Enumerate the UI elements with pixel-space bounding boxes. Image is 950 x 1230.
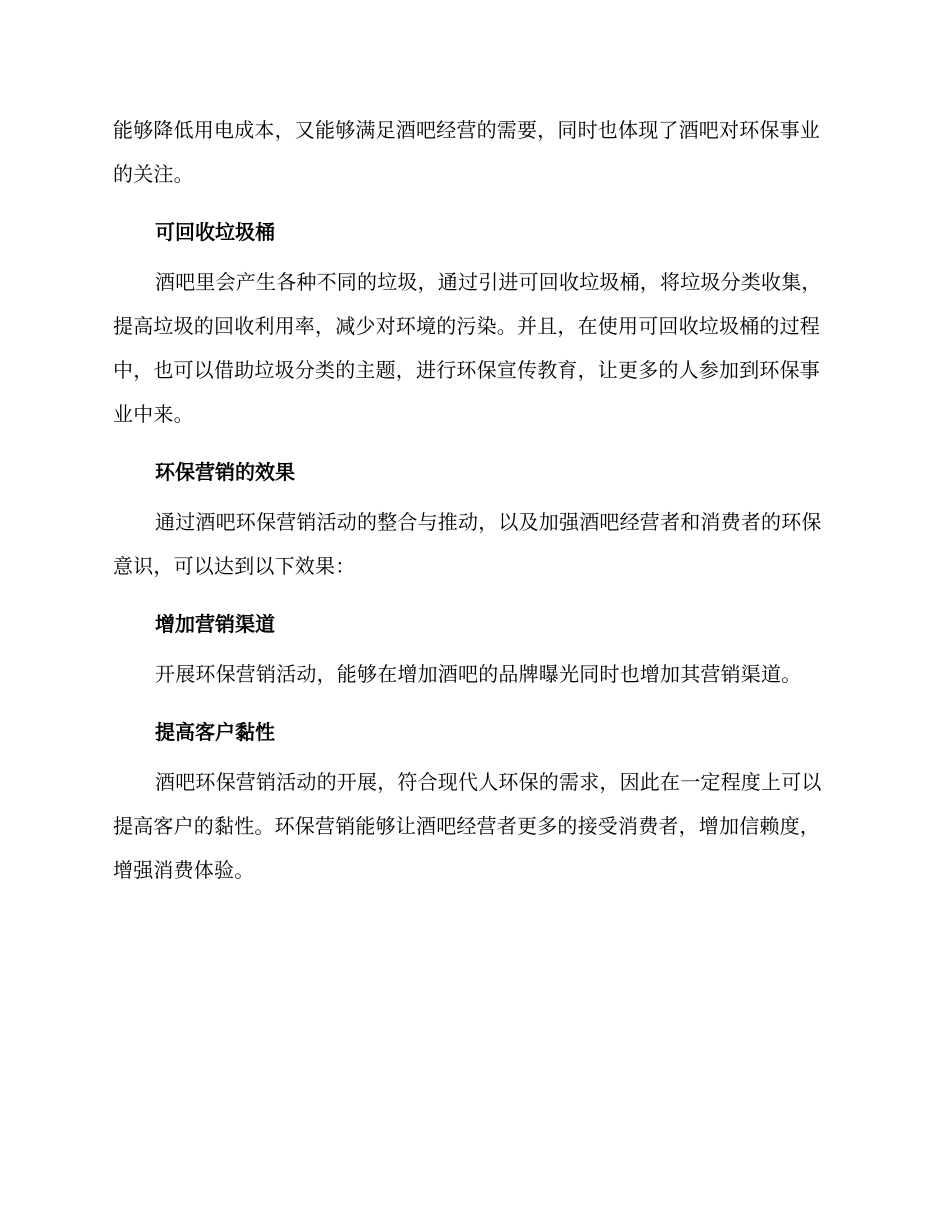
document-body [113, 108, 837, 892]
paragraph-energy-cost: 能够降低用电成本，又能够满足酒吧经营的需要，同时也体现了酒吧对环保事业的关注。 [113, 118, 820, 186]
paragraph-customer-stickiness: 酒吧环保营销活动的开展，符合现代人环保的需求，因此在一定程度上可以提高客户的黏性。环保营销能够让酒吧经营者更多的接受消费者，增加信赖度，增强消费体验。 [113, 770, 822, 882]
heading-marketing-channels: 增加营销渠道 [155, 612, 275, 636]
paragraph-recycle-bins: 酒吧里会产生各种不同的垃圾，通过引进可回收垃圾桶，将垃圾分类收集，提高垃圾的回收利用率，减少对环境的污染。并且，在使用可回收垃圾桶的过程中，也可以借助垃圾分类的主题，进行环保宣传教育，让更多的人参加到环保事业中来。 [113, 270, 822, 426]
paragraph-marketing-effects: 通过酒吧环保营销活动的整合与推动，以及加强酒吧经营者和消费者的环保意识，可以达到以下效果： [113, 510, 822, 578]
heading-marketing-effects: 环保营销的效果 [155, 460, 295, 484]
heading-customer-stickiness: 提高客户黏性 [155, 720, 275, 744]
paragraph-marketing-channels: 开展环保营销活动，能够在增加酒吧的品牌曝光同时也增加其营销渠道。 [155, 662, 802, 686]
heading-recycle-bins: 可回收垃圾桶 [155, 220, 275, 244]
